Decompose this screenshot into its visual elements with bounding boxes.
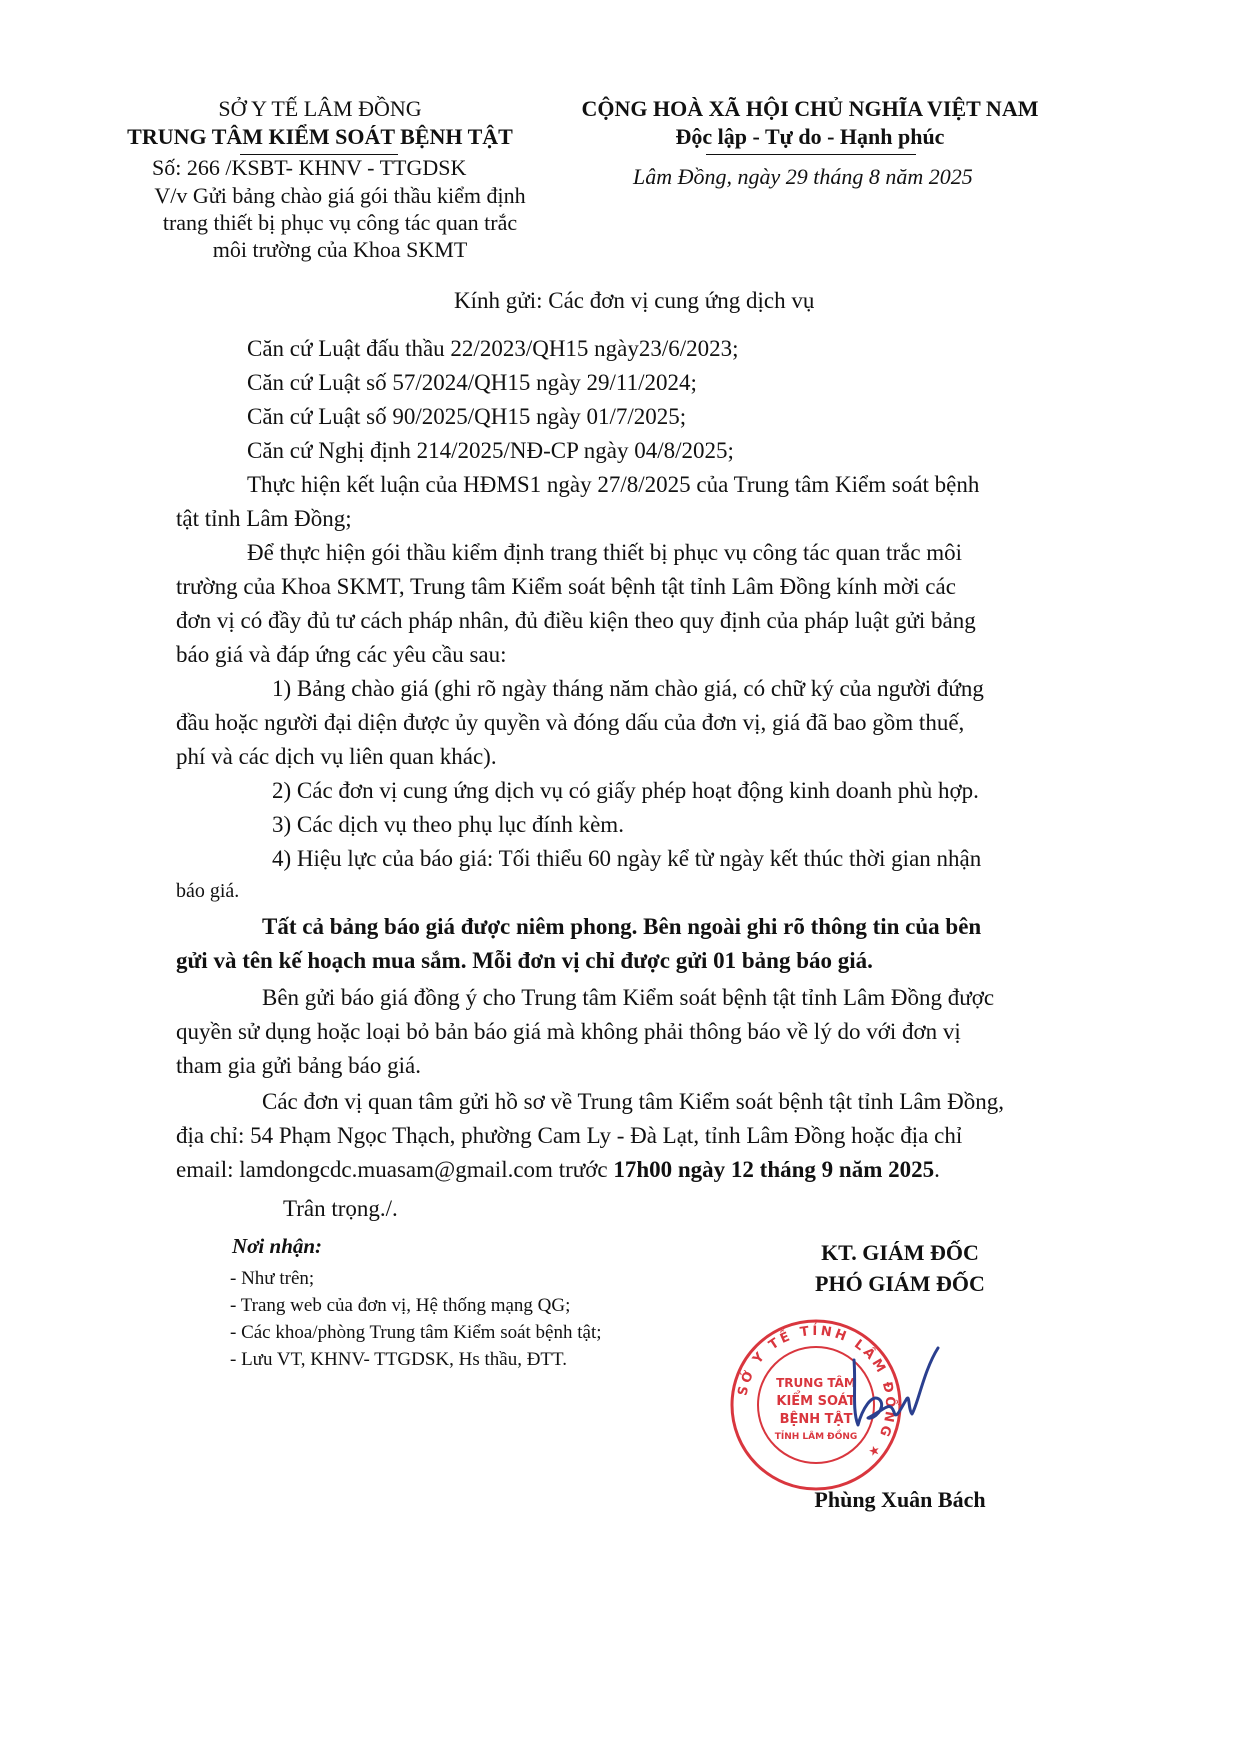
submission-line-3 (176, 1157, 940, 1183)
salutation: Kính gửi: Các đơn vị cung ứng dịch vụ (454, 288, 815, 313)
signature-title-1: KT. GIÁM ĐỐC (821, 1240, 979, 1265)
legal-basis-3: Căn cứ Luật số 90/2025/QH15 ngày 01/7/2025; (247, 404, 687, 429)
handwritten-signature (834, 1330, 944, 1440)
invite-line-4: báo giá và đáp ứng các yêu cầu sau: (176, 642, 507, 667)
svg-text:TRUNG TÂM: TRUNG TÂM (776, 1376, 856, 1390)
submission-deadline: 17h00 ngày 12 tháng 9 năm 2025 (613, 1157, 935, 1182)
document-number: Số: 266 /KSBT- KHNV - TTGDSK (152, 155, 467, 180)
requirement-1-line-1: 1) Bảng chào giá (ghi rõ ngày tháng năm chào giá, có chữ ký của người đứng (272, 676, 984, 701)
legal-basis-2: Căn cứ Luật số 57/2024/QH15 ngày 29/11/2024; (247, 370, 697, 395)
recipient-item-3: - Các khoa/phòng Trung tâm Kiểm soát bệnh tật; (230, 1322, 602, 1343)
subject-line-2: trang thiết bị phục vụ công tác quan trắc (162, 210, 518, 235)
recipient-item-1: - Như trên; (230, 1268, 315, 1289)
conclusion-line-2: tật tỉnh Lâm Đồng; (176, 506, 352, 531)
conclusion-line-1: Thực hiện kết luận của HĐMS1 ngày 27/8/2025 của Trung tâm Kiểm soát bệnh (247, 472, 980, 497)
submission-email-text: email: lamdongcdc.muasam@gmail.com trước (176, 1157, 614, 1182)
subject-line-3: môi trường của Khoa SKMT (212, 237, 468, 262)
svg-text:KIỂM SOÁT: KIỂM SOÁT (776, 1394, 856, 1409)
consent-line-1: Bên gửi báo giá đồng ý cho Trung tâm Kiểm soát bệnh tật tỉnh Lâm Đồng được (262, 985, 995, 1010)
legal-basis-4: Căn cứ Nghị định 214/2025/NĐ-CP ngày 04/8/2025; (247, 438, 734, 463)
submission-period: . (934, 1157, 940, 1182)
agency-name: TRUNG TÂM KIỂM SOÁT BỆNH TẬT (127, 124, 513, 149)
recipient-item-2: - Trang web của đơn vị, Hệ thống mạng QG; (230, 1295, 571, 1316)
country-name: CỘNG HOÀ XÃ HỘI CHỦ NGHĨA VIỆT NAM (581, 96, 1039, 121)
requirement-4-line-2: báo giá. (176, 880, 240, 902)
svg-text:SỞ Y TẾ TỈNH LÂM ĐỒNG ★: SỞ Y TẾ TỈNH LÂM ĐỒNG ★ (735, 1323, 898, 1463)
ministry-name: SỞ Y TẾ LÂM ĐỒNG (218, 96, 422, 121)
invite-line-2: trường của Khoa SKMT, Trung tâm Kiểm soát bệnh tật tỉnh Lâm Đồng kính mời các (176, 574, 956, 599)
recipients-title: Nơi nhận: (232, 1234, 323, 1258)
invite-line-3: đơn vị có đầy đủ tư cách pháp nhân, đủ điều kiện theo quy định của pháp luật gửi bảng (176, 608, 976, 633)
invite-line-1: Để thực hiện gói thầu kiểm định trang thiết bị phục vụ công tác quan trắc môi (247, 540, 963, 565)
closing-regards: Trân trọng./. (283, 1196, 398, 1221)
recipient-item-4: - Lưu VT, KHNV- TTGDSK, Hs thầu, ĐTT. (230, 1349, 567, 1370)
consent-line-3: tham gia gửi bảng báo giá. (176, 1053, 421, 1078)
national-motto: Độc lập - Tự do - Hạnh phúc (675, 124, 945, 149)
signature-title-2: PHÓ GIÁM ĐỐC (815, 1271, 985, 1296)
consent-line-2: quyền sử dụng hoặc loại bỏ bản báo giá mà không phải thông báo về lý do với đơn vị (176, 1019, 961, 1044)
svg-text:BỆNH TẬT: BỆNH TẬT (779, 1412, 853, 1427)
submission-line-2: địa chỉ: 54 Phạm Ngọc Thạch, phường Cam Ly - Đà Lạt, tỉnh Lâm Đồng hoặc địa chỉ (176, 1123, 963, 1148)
requirement-1-line-3: phí và các dịch vụ liên quan khác). (176, 744, 497, 769)
submission-line-1: Các đơn vị quan tâm gửi hồ sơ về Trung tâm Kiểm soát bệnh tật tỉnh Lâm Đồng, (262, 1089, 1005, 1114)
requirement-4-line-1: 4) Hiệu lực của báo giá: Tối thiểu 60 ngày kể từ ngày kết thúc thời gian nhận (272, 846, 982, 871)
svg-text:TỈNH LÂM ĐỒNG: TỈNH LÂM ĐỒNG (774, 1432, 858, 1442)
motto-underline (706, 154, 916, 155)
signer-name: Phùng Xuân Bách (814, 1487, 986, 1512)
requirement-1-line-2: đầu hoặc người đại diện được ủy quyền và đóng dấu của đơn vị, giá đã bao gồm thuế, (176, 710, 965, 735)
requirement-3: 3) Các dịch vụ theo phụ lục đính kèm. (272, 812, 624, 837)
requirement-2: 2) Các đơn vị cung ứng dịch vụ có giấy phép hoạt động kinh doanh phù hợp. (272, 778, 979, 803)
place-and-date: Lâm Đồng, ngày 29 tháng 8 năm 2025 (633, 164, 973, 189)
sealed-notice-line-2: gửi và tên kế hoạch mua sắm. Mỗi đơn vị chỉ được gửi 01 bảng báo giá. (176, 948, 873, 973)
legal-basis-1: Căn cứ Luật đấu thầu 22/2023/QH15 ngày23/6/2023; (247, 336, 739, 361)
sealed-notice-line-1: Tất cả bảng báo giá được niêm phong. Bên ngoài ghi rõ thông tin của bên (262, 914, 982, 939)
subject-line-1: V/v Gửi bảng chào giá gói thầu kiểm định (154, 183, 526, 208)
